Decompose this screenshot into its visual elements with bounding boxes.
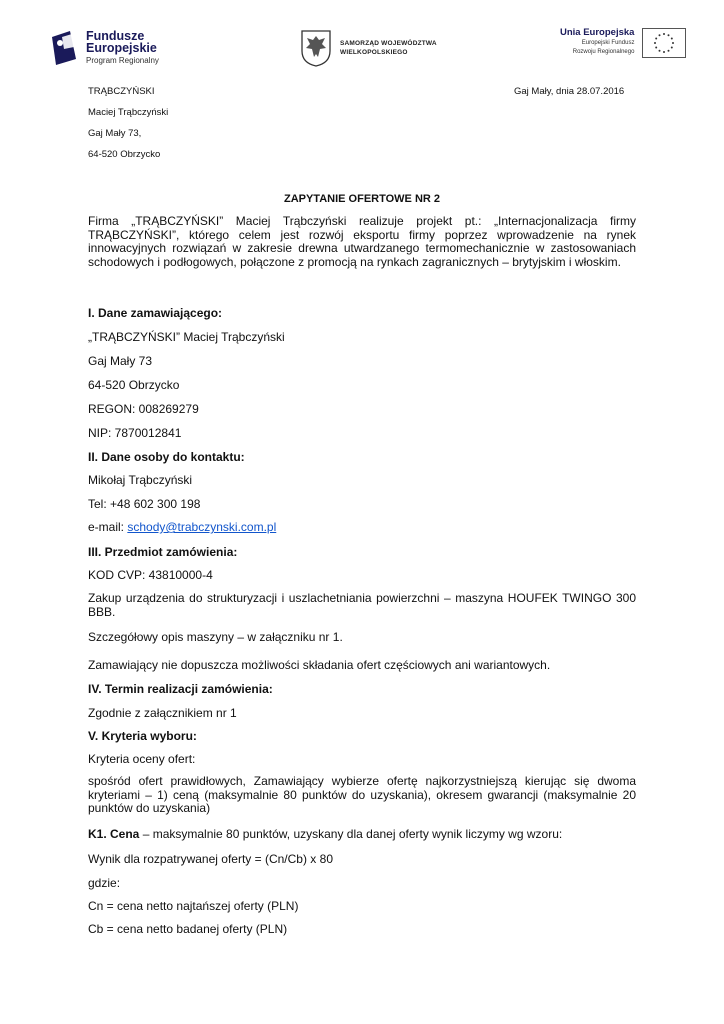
sender-city: 64-520 Obrzycko [88,149,161,160]
document-date: Gaj Mały, dnia 28.07.2016 [514,86,625,97]
ordering-party-street: Gaj Mały 73 [88,354,153,368]
wlkp-logo-line1: SAMORZĄD WOJEWÓDZTWA [340,40,437,47]
formula-cb: Cb = cena netto badanej oferty (PLN) [88,922,288,936]
details-reference: Szczegółowy opis maszyny – w załączniku nr 1. [88,630,343,644]
eagle-crest-icon [300,29,332,67]
score-formula: Wynik dla rozpatrywanej oferty = (Cn/Cb) x 80 [88,852,333,866]
section4-heading: IV. Termin realizacji zamówienia: [88,682,273,696]
document-title: ZAPYTANIE OFERTOWE NR 2 [283,193,441,205]
criteria-label: Kryteria oceny ofert: [88,752,196,766]
section5-heading: V. Kryteria wyboru: [88,729,197,743]
fundusze-europejskie-logo [50,28,159,68]
ordering-party-nip: NIP: 7870012841 [88,426,182,440]
formula-cn: Cn = cena netto najtańszej oferty (PLN) [88,899,299,913]
samorzad-wojewodztwa-logo [300,28,437,68]
eu-flag-icon [642,28,686,58]
fe-logo-line1: Fundusze [86,28,145,43]
wlkp-logo-line2: WIELKOPOLSKIEGO [340,49,408,56]
unia-europejska-logo [560,28,686,58]
ue-logo-line3: Rozwoju Regionalnego [572,49,635,55]
contact-email-line [88,520,636,534]
formula-where: gdzie: [88,876,121,890]
realization-term: Zgodnie z załącznikiem nr 1 [88,706,237,720]
ordering-party-regon: REGON: 008269279 [88,402,199,416]
cvp-code: KOD CVP: 43810000-4 [88,568,213,582]
criteria-description: spośród ofert prawidłowych, Zamawiający wybierze ofertę najkorzystniejszą kierując się dwoma kryteriami – 1) ceną (maksymalnie 80 punktów do uzyskania), okresem gwarancji (maksymalnie 20 punktów do uzyskania) [88,774,636,815]
fe-logo-line3: Program Regionalny [86,55,159,65]
partial-offers-note: Zamawiający nie dopuszcza możliwości składania ofert częściowych ani wariantowych. [88,658,551,672]
sender-company: TRĄBCZYŃSKI [88,86,155,97]
ordering-party-name: „TRĄBCZYŃSKI” Maciej Trąbczyński [88,330,285,344]
section2-heading: II. Dane osoby do kontaktu: [88,450,245,464]
ue-logo-line2: Europejski Fundusz [581,40,635,46]
email-label: e-mail: [88,520,128,534]
ue-logo-line1: Unia Europejska [560,27,635,38]
contact-phone: Tel: +48 602 300 198 [88,497,201,511]
k1-label: K1. Cena [88,827,140,841]
section3-heading: III. Przedmiot zamówienia: [88,545,238,559]
sender-name: Maciej Trąbczyński [88,107,169,118]
fe-logo-icon [50,31,78,65]
k1-text: – maksymalnie 80 punktów, uzyskany dla danej oferty wynik liczymy wg wzoru: [139,827,563,841]
email-link[interactable]: schody@trabczynski.com.pl [127,520,277,534]
ordering-party-city: 64-520 Obrzycko [88,378,180,392]
fe-logo-line2: Europejskie [86,40,157,55]
section1-heading: I. Dane zamawiającego: [88,306,223,320]
purchase-description: Zakup urządzenia do strukturyzacji i uszlachetniania powierzchni – maszyna HOUFEK TWINGO 300 BBB. [88,591,636,619]
k1-criterion [88,827,636,841]
sender-street: Gaj Mały 73, [88,128,142,139]
contact-name: Mikołaj Trąbczyński [88,473,193,487]
intro-paragraph: Firma „TRĄBCZYŃSKI” Maciej Trąbczyński realizuje projekt pt.: „Internacjonalizacja firmy TRĄBCZYŃSKI”, którego celem jest rozwój eksportu firmy poprzez wprowadzenie na rynek innowacyjnych rozwiązań w zakresie drewna utwardzanego termomechanicznie w zastosowaniach schodowych i podłogowych, połączone z promocją na rynkach zagranicznych – brytyjskim i włoskim. [88,214,636,269]
